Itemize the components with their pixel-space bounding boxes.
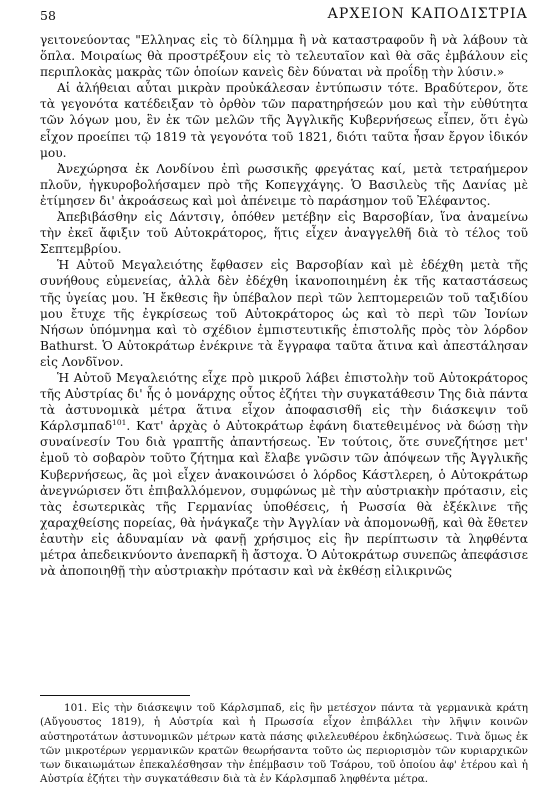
paragraph: Αἱ ἀλήθειαι αὗται μικρὰν προὐκάλεσαν ἐντύπωσιν τότε. Βραδύτερον, ὅτε τὰ γεγονότα κατέδειξαν τὸ ὀρθὸν τῶν παρατηρήσεών μου καὶ τὴν εὐθύτητα τῶν λόγων μου, ἓν ἐκ τῶν μελῶν τῆς Ἀγγλικῆς Κυβερνήσεως εἶπεν, ὅτι ἐγὼ εἶχον προείπει τῷ 1819 τὰ γεγονότα τοῦ 1821, διότι ταῦτα ἦσαν ἔργον ἰδικόν μου. (40, 81, 528, 160)
page-number: 58 (40, 8, 56, 23)
paragraph-text: . Κατ' ἀρχὰς ὁ Αὐτοκράτωρ ἐφάνη διατεθειμένος νὰ δώσῃ τὴν συναίνεσίν Του διὰ γραπτῆς ἀπαντήσεως. Ἐν τούτοις, ὅτε συνεζήτησε μετ' ἐμοῦ τὸ σοβαρὸν τοῦτο ζήτημα καὶ ἔλαβε γνῶσιν τῶν ἀπόψεων τῆς Ἀγγλικῆς Κυβερνήσεως, ἃς μοὶ εἶχεν ἀνακοινώσει ὁ λόρδος Κάστλερεη, ὁ Αὐτοκράτωρ ἀνεγνώρισεν ὅτι ἐπιβαλλόμενον, συμφώνως μὲ τὴν αὐστριακὴν πρότασιν, εἰς τὰς ἐσωτερικὰς τῆς Γερμανίας ὑποθέσεις, ἡ Ρωσσία θὰ ἐξέκλινε τῆς χαραχθείσης πορείας, θὰ ἠνάγκαζε τὴν Ἀγγλίαν νὰ ἀπομονωθῇ, καὶ θὰ ἔθετεν ἑαυτὴν εἰς ἀδυναμίαν νὰ φανῇ χρήσιμος εἰς ἣν περίπτωσιν τὰ ληφθέντα μέτρα ἀπεδεικνύοντο ἀνεπαρκῆ ἢ ἄστοχα. Ὁ Αὐτοκράτωρ συνεπῶς ἀπεφάσισε νὰ ἀποποιηθῇ τὴν αὐστριακὴν πρότασιν καὶ νὰ ἐκθέσῃ εἰλικρινῶς (40, 419, 528, 579)
paragraph (40, 370, 528, 579)
paragraph: Ἡ Αὐτοῦ Μεγαλειότης ἔφθασεν εἰς Βαρσοβίαν καὶ μὲ ἐδέχθη μετὰ τῆς συνήθους εὐμενείας, ἀλλὰ δὲν ἐδέχθη ἱκανοποιημένη ἐκ τῆς καταστάσεως τῆς ὑγείας μου. Ἡ ἔκθεσις ἣν ὑπέβαλον περὶ τῶν λεπτομερειῶν τοῦ ταξιδίου μου ἔτυχε τῆς ἐγκρίσεως τοῦ Αὐτοκράτορος ὡς καὶ τὸ περὶ τῶν Ἰονίων Νήσων ὑπόμνημα καὶ τὸ σχέδιον ἐμπιστευτικῆς ἐπιστολῆς πρὸς τὸν λόρδον Bathurst. Ὁ Αὐτοκράτωρ ἐνέκρινε τὰ ἔγγραφα ταῦτα ἅτινα καὶ ἀπεστάλησαν εἰς Λονδῖνον. (40, 258, 528, 369)
paragraph-text: Ἡ Αὐτοῦ Μεγαλειότης εἶχε πρὸ μικροῦ λάβει ἐπιστολὴν τοῦ Αὐτοκράτορος τῆς Αὐστρίας δι' ἧς ὁ μονάρχης οὗτος ἐζήτει τὴν συγκατάθεσιν Της διὰ πάντα τὰ ἀστυνομικὰ μέτρα ἅτινα εἶχον ἀποφασισθῆ εἰς τὴν διάσκεψιν τοῦ Κάρλσμπαδ (40, 370, 528, 434)
footnote-text: 101. Εἰς τὴν διάσκεψιν τοῦ Κάρλσμπαδ, εἰς ἣν μετέσχον πάντα τὰ γερμανικὰ κράτη (Αὔγουστος 1819), ἡ Αὐστρία καὶ ἡ Πρωσσία εἶχον ἐπιβάλλει τὴν λῆψιν κοινῶν αὐστηροτάτων ἀστυνομικῶν μέτρων κατὰ πάσης φιλελευθέρου ἐκδηλώσεως. Τινὰ ὅμως ἐκ τῶν μικροτέρων γερμανικῶν κρατῶν θεωρήσαντα τοῦτο ὡς περιορισμὸν τῶν κυριαρχικῶν των δικαιωμάτων ἐπεκαλέσθησαν τὴν ἐπέμβασιν τοῦ Τσάρου, τοῦ ὁποίου ἀφ' ἑτέρου καὶ ἡ Αὐστρία ἐζήτει τὴν συγκατάθεσιν διὰ τὰ ἐν Κάρλσμπαδ ληφθέντα μέτρα. (40, 702, 528, 786)
footnote-divider (40, 695, 190, 696)
paragraph-continued: γειτονεύοντας "Ελληνας εἰς τὸ δίλημμα ἢ νὰ καταστραφοῦν ἢ νὰ λάβουν τὰ ὅπλα. Μοιραίως θὰ προστρέξουν εἰς τὸ τελευταῖον καὶ θὰ σᾶς ἐμβάλουν εἰς περιπλοκὰς μακρὰς τῶν ὁποίων κανεὶς δὲν δύναται νὰ προΐδῃ τὴν λύσιν.» (40, 33, 528, 80)
footnote-reference[interactable]: 101 (112, 418, 127, 428)
paragraph: Ἀπεβιβάσθην εἰς Δάντσιγ, ὁπόθεν μετέβην εἰς Βαρσοβίαν, ἵνα ἀναμείνω τὴν ἐκεῖ ἄφιξιν τοῦ Αὐτοκράτορος, ἥτις εἶχεν ἀναγγελθῆ διὰ τὸ τέλος τοῦ Σεπτεμβρίου. (40, 210, 528, 257)
running-title: ΑΡΧΕΙΟΝ ΚΑΠΟΔΙΣΤΡΙΑ (327, 6, 528, 22)
page-header (40, 6, 528, 26)
footnote (40, 701, 528, 787)
main-text (40, 32, 528, 579)
paragraph: Ἀνεχώρησα ἐκ Λονδίνου ἐπὶ ρωσσικῆς φρεγάτας καί, μετὰ τετραήμερον πλοῦν, ἠγκυροβολήσαμεν πρὸ τῆς Κοπεγχάγης. Ὁ Βασιλεὺς τῆς Δανίας μὲ ἐτίμησεν δι' ἀκροάσεως καὶ μοὶ ἀπένειμε τὸ παράσημον τοῦ Ἐλέφαντος. (40, 161, 528, 208)
